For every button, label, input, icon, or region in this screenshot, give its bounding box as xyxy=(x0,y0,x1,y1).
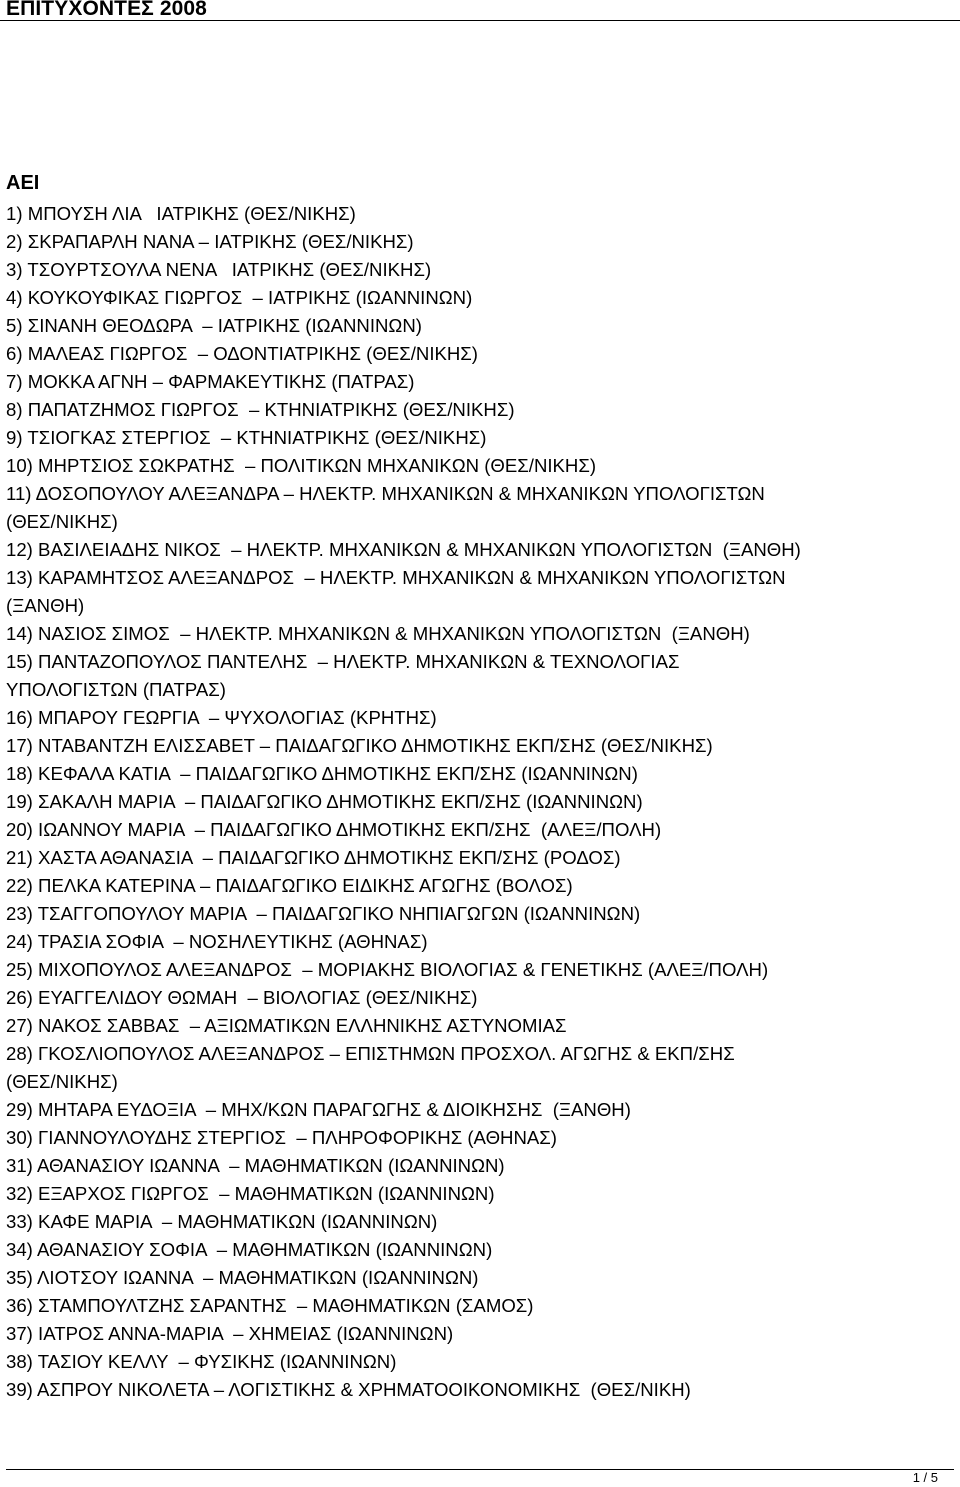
list-item xyxy=(6,648,956,704)
list-item xyxy=(6,1264,956,1292)
entry-line: 19) ΣΑΚΑΛΗ ΜΑΡΙΑ – ΠΑΙΔΑΓΩΓΙΚΟ ΔΗΜΟΤΙΚΗΣ ΕΚΠ/ΣΗΣ (ΙΩΑΝΝΙΝΩΝ) xyxy=(6,791,643,812)
footer-divider xyxy=(6,1469,954,1470)
list-item xyxy=(6,1012,956,1040)
list-item xyxy=(6,844,956,872)
entry-line: 12) ΒΑΣΙΛΕΙΑΔΗΣ ΝΙΚΟΣ – ΗΛΕΚΤΡ. ΜΗΧΑΝΙΚΩΝ & ΜΗΧΑΝΙΚΩΝ ΥΠΟΛΟΓΙΣΤΩΝ (ΞΑΝΘΗ) xyxy=(6,539,801,560)
entry-line: 25) ΜΙΧΟΠΟΥΛΟΣ ΑΛΕΞΑΝΔΡΟΣ – ΜΟΡΙΑΚΗΣ ΒΙΟΛΟΓΙΑΣ & ΓΕΝΕΤΙΚΗΣ (ΑΛΕΞ/ΠΟΛΗ) xyxy=(6,959,769,980)
list-item xyxy=(6,984,956,1012)
list-item xyxy=(6,872,956,900)
entry-line: 11) ΔΟΣΟΠΟΥΛΟΥ ΑΛΕΞΑΝΔΡΑ – ΗΛΕΚΤΡ. ΜΗΧΑΝΙΚΩΝ & ΜΗΧΑΝΙΚΩΝ ΥΠΟΛΟΓΙΣΤΩΝ xyxy=(6,483,765,504)
list-item xyxy=(6,256,956,284)
entry-line: 36) ΣΤΑΜΠΟΥΛΤΖΗΣ ΣΑΡΑΝΤΗΣ – ΜΑΘΗΜΑΤΙΚΩΝ (ΣΑΜΟΣ) xyxy=(6,1295,534,1316)
list-item xyxy=(6,1124,956,1152)
list-item xyxy=(6,816,956,844)
list-item xyxy=(6,368,956,396)
entry-line: 15) ΠΑΝΤΑΖΟΠΟΥΛΟΣ ΠΑΝΤΕΛΗΣ – ΗΛΕΚΤΡ. ΜΗΧΑΝΙΚΩΝ & ΤΕΧΝΟΛΟΓΙΑΣ xyxy=(6,651,680,672)
entry-line: 18) ΚΕΦΑΛΑ ΚΑΤΙΑ – ΠΑΙΔΑΓΩΓΙΚΟ ΔΗΜΟΤΙΚΗΣ ΕΚΠ/ΣΗΣ (ΙΩΑΝΝΙΝΩΝ) xyxy=(6,763,638,784)
entry-line: 10) ΜΗΡΤΣΙΟΣ ΣΩΚΡΑΤΗΣ – ΠΟΛΙΤΙΚΩΝ ΜΗΧΑΝΙΚΩΝ (ΘΕΣ/ΝΙΚΗΣ) xyxy=(6,455,597,476)
list-item xyxy=(6,1152,956,1180)
list-item xyxy=(6,1348,956,1376)
entry-line: 16) ΜΠΑΡΟΥ ΓΕΩΡΓΙΑ – ΨΥΧΟΛΟΓΙΑΣ (ΚΡΗΤΗΣ) xyxy=(6,707,437,728)
entry-line: 17) ΝΤΑΒΑΝΤΖΗ ΕΛΙΣΣΑΒΕΤ – ΠΑΙΔΑΓΩΓΙΚΟ ΔΗΜΟΤΙΚΗΣ ΕΚΠ/ΣΗΣ (ΘΕΣ/ΝΙΚΗΣ) xyxy=(6,735,713,756)
list-item xyxy=(6,452,956,480)
list-item xyxy=(6,1376,956,1404)
entry-line: 38) ΤΑΣΙΟΥ ΚΕΛΛΥ – ΦΥΣΙΚΗΣ (ΙΩΑΝΝΙΝΩΝ) xyxy=(6,1351,397,1372)
list-item xyxy=(6,312,956,340)
entry-line: 26) ΕΥΑΓΓΕΛΙΔΟΥ ΘΩΜΑΗ – ΒΙΟΛΟΓΙΑΣ (ΘΕΣ/ΝΙΚΗΣ) xyxy=(6,987,478,1008)
entry-line: 32) ΕΞΑΡΧΟΣ ΓΙΩΡΓΟΣ – ΜΑΘΗΜΑΤΙΚΩΝ (ΙΩΑΝΝΙΝΩΝ) xyxy=(6,1183,495,1204)
list-item xyxy=(6,200,956,228)
list-item xyxy=(6,928,956,956)
list-item xyxy=(6,620,956,648)
list-item xyxy=(6,1180,956,1208)
entry-line: 28) ΓΚΟΣΛΙΟΠΟΥΛΟΣ ΑΛΕΞΑΝΔΡΟΣ – ΕΠΙΣΤΗΜΩΝ ΠΡΟΣΧΟΛ. ΑΓΩΓΗΣ & ΕΚΠ/ΣΗΣ xyxy=(6,1043,735,1064)
entry-line: 39) ΑΣΠΡΟΥ ΝΙΚΟΛΕΤΑ – ΛΟΓΙΣΤΙΚΗΣ & ΧΡΗΜΑΤΟΟΙΚΟΝΟΜΙΚΗΣ (ΘΕΣ/ΝΙΚΗ) xyxy=(6,1379,691,1400)
list-item xyxy=(6,1320,956,1348)
entry-line: 33) ΚΑΦΕ ΜΑΡΙΑ – ΜΑΘΗΜΑΤΙΚΩΝ (ΙΩΑΝΝΙΝΩΝ) xyxy=(6,1211,438,1232)
document-header xyxy=(0,0,960,21)
entry-line: (ΞΑΝΘΗ) xyxy=(6,595,85,616)
entry-line: 14) ΝΑΣΙΟΣ ΣΙΜΟΣ – ΗΛΕΚΤΡ. ΜΗΧΑΝΙΚΩΝ & ΜΗΧΑΝΙΚΩΝ ΥΠΟΛΟΓΙΣΤΩΝ (ΞΑΝΘΗ) xyxy=(6,623,750,644)
entry-line: 31) ΑΘΑΝΑΣΙΟΥ ΙΩΑΝΝΑ – ΜΑΘΗΜΑΤΙΚΩΝ (ΙΩΑΝΝΙΝΩΝ) xyxy=(6,1155,505,1176)
list-item xyxy=(6,1208,956,1236)
entry-line: 22) ΠΕΛΚΑ ΚΑΤΕΡΙΝΑ – ΠΑΙΔΑΓΩΓΙΚΟ ΕΙΔΙΚΗΣ ΑΓΩΓΗΣ (ΒΟΛΟΣ) xyxy=(6,875,573,896)
list-item xyxy=(6,340,956,368)
entry-line: 30) ΓΙΑΝΝΟΥΛΟΥΔΗΣ ΣΤΕΡΓΙΟΣ – ΠΛΗΡΟΦΟΡΙΚΗΣ (ΑΘΗΝΑΣ) xyxy=(6,1127,557,1148)
list-item xyxy=(6,284,956,312)
list-item xyxy=(6,956,956,984)
entry-line: 5) ΣΙΝΑΝΗ ΘΕΟΔΩΡΑ – ΙΑΤΡΙΚΗΣ (ΙΩΑΝΝΙΝΩΝ) xyxy=(6,315,422,336)
list-item xyxy=(6,732,956,760)
entry-line: 20) ΙΩΑΝΝΟΥ ΜΑΡΙΑ – ΠΑΙΔΑΓΩΓΙΚΟ ΔΗΜΟΤΙΚΗΣ ΕΚΠ/ΣΗΣ (ΑΛΕΞ/ΠΟΛΗ) xyxy=(6,819,662,840)
entry-line: 21) ΧΑΣΤΑ ΑΘΑΝΑΣΙΑ – ΠΑΙΔΑΓΩΓΙΚΟ ΔΗΜΟΤΙΚΗΣ ΕΚΠ/ΣΗΣ (ΡΟΔΟΣ) xyxy=(6,847,621,868)
list-item xyxy=(6,788,956,816)
entry-line: (ΘΕΣ/ΝΙΚΗΣ) xyxy=(6,511,118,532)
section-heading-aei: ΑΕΙ xyxy=(6,172,40,194)
entry-line: 27) ΝΑΚΟΣ ΣΑΒΒΑΣ – ΑΞΙΩΜΑΤΙΚΩΝ ΕΛΛΗΝΙΚΗΣ ΑΣΤΥΝΟΜΙΑΣ xyxy=(6,1015,567,1036)
successful-candidates-list xyxy=(6,200,956,1404)
entry-line: 34) ΑΘΑΝΑΣΙΟΥ ΣΟΦΙΑ – ΜΑΘΗΜΑΤΙΚΩΝ (ΙΩΑΝΝΙΝΩΝ) xyxy=(6,1239,493,1260)
entry-line: 6) ΜΑΛΕΑΣ ΓΙΩΡΓΟΣ – ΟΔΟΝΤΙΑΤΡΙΚΗΣ (ΘΕΣ/ΝΙΚΗΣ) xyxy=(6,343,478,364)
entry-line: 23) ΤΣΑΓΓΟΠΟΥΛΟΥ ΜΑΡΙΑ – ΠΑΙΔΑΓΩΓΙΚΟ ΝΗΠΙΑΓΩΓΩΝ (ΙΩΑΝΝΙΝΩΝ) xyxy=(6,903,641,924)
entry-line: 29) ΜΗΤΑΡΑ ΕΥΔΟΞΙΑ – ΜΗΧ/ΚΩΝ ΠΑΡΑΓΩΓΗΣ & ΔΙΟΙΚΗΣΗΣ (ΞΑΝΘΗ) xyxy=(6,1099,631,1120)
entry-line: 9) ΤΣΙΟΓΚΑΣ ΣΤΕΡΓΙΟΣ – ΚΤΗΝΙΑΤΡΙΚΗΣ (ΘΕΣ/ΝΙΚΗΣ) xyxy=(6,427,487,448)
entry-line: ΥΠΟΛΟΓΙΣΤΩΝ (ΠΑΤΡΑΣ) xyxy=(6,679,226,700)
entry-line: 3) ΤΣΟΥΡΤΣΟΥΛΑ ΝΕΝΑ ΙΑΤΡΙΚΗΣ (ΘΕΣ/ΝΙΚΗΣ) xyxy=(6,259,432,280)
entry-line: 35) ΛΙΟΤΣΟΥ ΙΩΑΝΝΑ – ΜΑΘΗΜΑΤΙΚΩΝ (ΙΩΑΝΝΙΝΩΝ) xyxy=(6,1267,479,1288)
list-item xyxy=(6,396,956,424)
list-item xyxy=(6,564,956,620)
list-item xyxy=(6,424,956,452)
page-number: 1 / 5 xyxy=(912,1470,938,1485)
entry-line: 13) ΚΑΡΑΜΗΤΣΟΣ ΑΛΕΞΑΝΔΡΟΣ – ΗΛΕΚΤΡ. ΜΗΧΑΝΙΚΩΝ & ΜΗΧΑΝΙΚΩΝ ΥΠΟΛΟΓΙΣΤΩΝ xyxy=(6,567,786,588)
entry-line: 24) ΤΡΑΣΙΑ ΣΟΦΙΑ – ΝΟΣΗΛΕΥΤΙΚΗΣ (ΑΘΗΝΑΣ) xyxy=(6,931,428,952)
list-item xyxy=(6,480,956,536)
entry-line: 7) ΜΟΚΚΑ ΑΓΝΗ – ΦΑΡΜΑΚΕΥΤΙΚΗΣ (ΠΑΤΡΑΣ) xyxy=(6,371,415,392)
entry-line: 4) ΚΟΥΚΟΥΦΙΚΑΣ ΓΙΩΡΓΟΣ – ΙΑΤΡΙΚΗΣ (ΙΩΑΝΝΙΝΩΝ) xyxy=(6,287,473,308)
list-item xyxy=(6,760,956,788)
list-item xyxy=(6,704,956,732)
entry-line: 8) ΠΑΠΑΤΖΗΜΟΣ ΓΙΩΡΓΟΣ – ΚΤΗΝΙΑΤΡΙΚΗΣ (ΘΕΣ/ΝΙΚΗΣ) xyxy=(6,399,515,420)
document-title: ΕΠΙΤΥΧΟΝΤΕΣ 2008 xyxy=(6,0,207,20)
list-item xyxy=(6,1096,956,1124)
list-item xyxy=(6,228,956,256)
list-item xyxy=(6,1236,956,1264)
entry-line: 37) ΙΑΤΡΟΣ ΑΝΝΑ-ΜΑΡΙΑ – ΧΗΜΕΙΑΣ (ΙΩΑΝΝΙΝΩΝ) xyxy=(6,1323,454,1344)
list-item xyxy=(6,1292,956,1320)
entry-line: 1) ΜΠΟΥΣΗ ΛΙΑ ΙΑΤΡΙΚΗΣ (ΘΕΣ/ΝΙΚΗΣ) xyxy=(6,203,356,224)
entry-line: 2) ΣΚΡΑΠΑΡΛΗ ΝΑΝΑ – ΙΑΤΡΙΚΗΣ (ΘΕΣ/ΝΙΚΗΣ) xyxy=(6,231,414,252)
entry-line: (ΘΕΣ/ΝΙΚΗΣ) xyxy=(6,1071,118,1092)
list-item xyxy=(6,900,956,928)
list-item xyxy=(6,536,956,564)
list-item xyxy=(6,1040,956,1096)
